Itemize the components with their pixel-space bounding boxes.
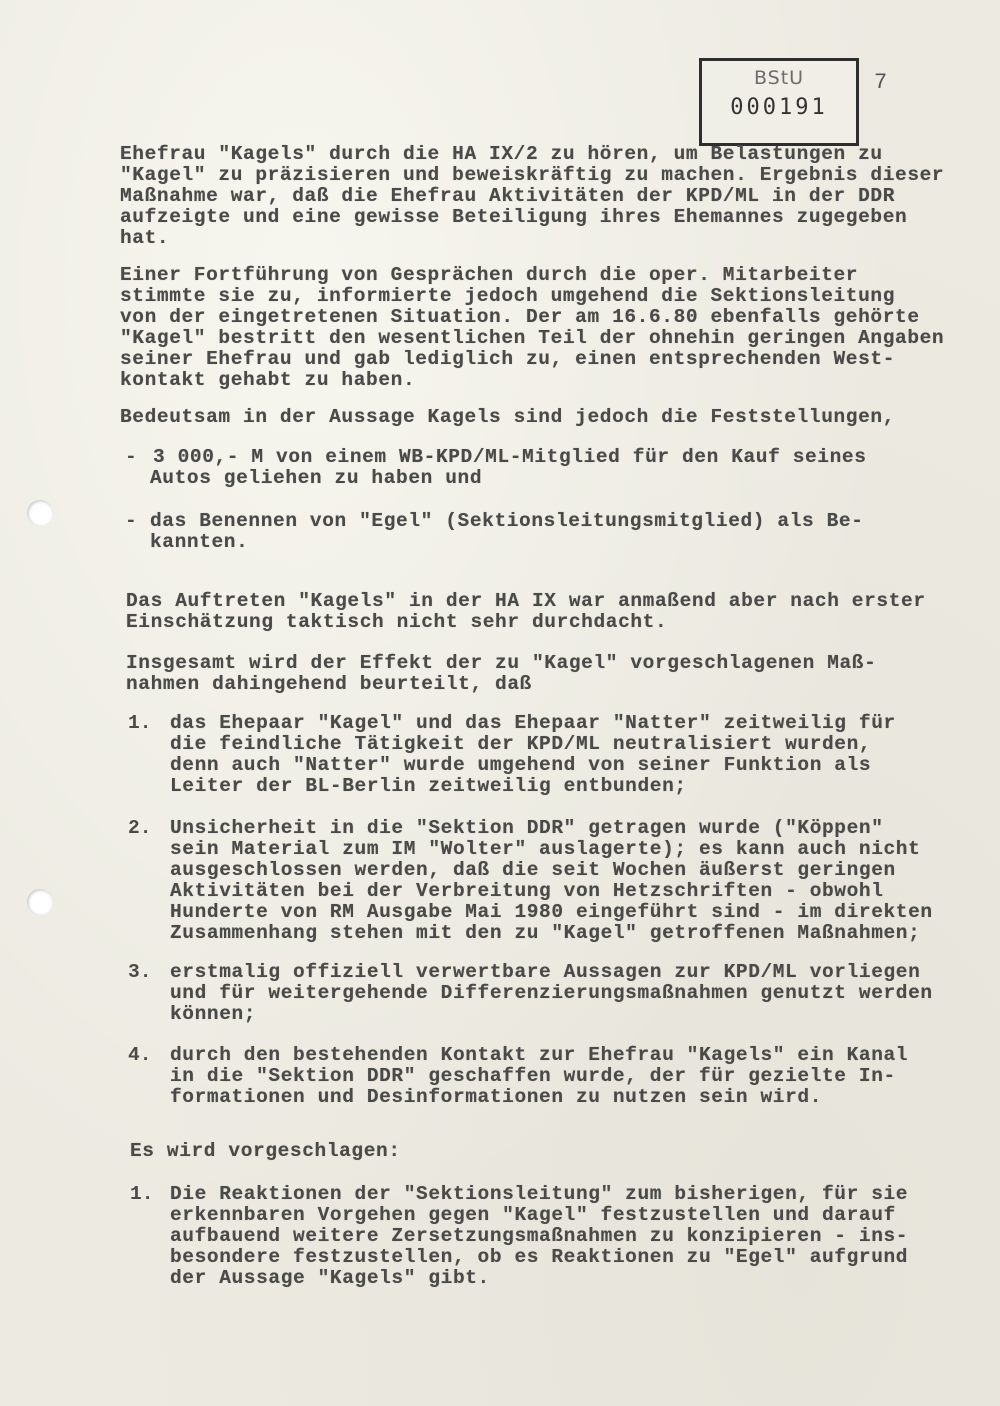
list-item-line: die feindliche Tätigkeit der KPD/ML neutralisiert wurden, bbox=[170, 733, 872, 755]
list-item-line: denn auch "Natter" wurde umgehend von seiner Funktion als bbox=[170, 754, 872, 776]
punch-hole-upper bbox=[27, 500, 53, 526]
list-item-line: formationen und Desinformationen zu nutzen sein wird. bbox=[170, 1086, 823, 1108]
list-item-line: können; bbox=[170, 1003, 257, 1025]
punch-hole-lower bbox=[27, 889, 53, 915]
list-item-line: durch den bestehenden Kontakt zur Ehefrau "Kagels" ein Kanal bbox=[170, 1044, 909, 1066]
page-number: 7 bbox=[874, 70, 888, 95]
list-number: 2. bbox=[128, 817, 152, 839]
proposal-line: erkennbaren Vorgehen gegen "Kagel" festzustellen und darauf bbox=[170, 1204, 896, 1226]
list-item-line: das Ehepaar "Kagel" und das Ehepaar "Natter" zeitweilig für bbox=[170, 712, 896, 734]
paragraph-line: Es wird vorgeschlagen: bbox=[130, 1140, 401, 1162]
list-item-line: ausgeschlossen werden, daß die seit Wochen äußerst geringen bbox=[170, 859, 896, 881]
paragraph-line: Ehefrau "Kagels" durch die HA IX/2 zu hören, um Belastungen zu bbox=[120, 143, 883, 165]
paragraph-line: hat. bbox=[120, 227, 170, 249]
stamp-number: 000191 bbox=[730, 95, 828, 120]
list-item-line: in die "Sektion DDR" geschaffen wurde, der für gezielte In- bbox=[170, 1065, 896, 1087]
dash-item-line: Autos geliehen zu haben und bbox=[150, 467, 483, 489]
stamp-agency: BStU bbox=[753, 67, 805, 89]
paragraph-line: Das Auftreten "Kagels" in der HA IX war anmaßend aber nach erster bbox=[126, 590, 926, 612]
paragraph-line: nahmen dahingehend beurteilt, daß bbox=[126, 673, 532, 695]
dash-marker: - bbox=[125, 510, 137, 532]
paragraph-line: kontakt gehabt zu haben. bbox=[120, 369, 416, 391]
list-number: 4. bbox=[128, 1044, 152, 1066]
list-item-line: Unsicherheit in die "Sektion DDR" getragen wurde ("Köppen" bbox=[170, 817, 884, 839]
proposal-line: der Aussage "Kagels" gibt. bbox=[170, 1267, 490, 1289]
proposal-line: Die Reaktionen der "Sektionsleitung" zum bisherigen, für sie bbox=[170, 1183, 909, 1205]
dash-item-line: 3 000,- M von einem WB-KPD/ML-Mitglied für den Kauf seines bbox=[153, 446, 867, 468]
paragraph-line: aufzeigte und eine gewisse Beteiligung ihres Ehemannes zugegeben bbox=[120, 206, 908, 228]
list-number: 1. bbox=[128, 712, 152, 734]
list-item-line: Aktivitäten bei der Verbreitung von Hetzschriften - obwohl bbox=[170, 880, 884, 902]
paragraph-line: Insgesamt wird der Effekt der zu "Kagel" vorgeschlagenen Maß- bbox=[126, 652, 877, 674]
archive-stamp bbox=[699, 58, 859, 146]
list-item-line: Hunderte von RM Ausgabe Mai 1980 eingeführt sind - im direkten bbox=[170, 901, 933, 923]
list-item-line: und für weitergehende Differenzierungsmaßnahmen genutzt werden bbox=[170, 982, 933, 1004]
paragraph-line: Einer Fortführung von Gesprächen durch die oper. Mitarbeiter bbox=[120, 264, 859, 286]
paragraph-line: seiner Ehefrau und gab lediglich zu, einen entsprechenden West- bbox=[120, 348, 896, 370]
list-item-line: sein Material zum IM "Wolter" auslagerte); es kann auch nicht bbox=[170, 838, 921, 860]
list-item-line: erstmalig offiziell verwertbare Aussagen zur KPD/ML vorliegen bbox=[170, 961, 921, 983]
proposal-line: aufbauend weitere Zersetzungsmaßnahmen zu konzipieren - ins- bbox=[170, 1225, 909, 1247]
dash-item-line: das Benennen von "Egel" (Sektionsleitungsmitglied) als Be- bbox=[150, 510, 864, 532]
paragraph-line: Bedeutsam in der Aussage Kagels sind jedoch die Feststellungen, bbox=[120, 406, 896, 428]
dash-marker: - bbox=[125, 446, 137, 468]
list-number: 3. bbox=[128, 961, 152, 983]
paragraph-line: Maßnahme war, daß die Ehefrau Aktivitäten der KPD/ML in der DDR bbox=[120, 185, 896, 207]
paragraph-line: "Kagel" bestritt den wesentlichen Teil der ohnehin geringen Angaben bbox=[120, 327, 945, 349]
list-item-line: Zusammenhang stehen mit den zu "Kagel" getroffenen Maßnahmen; bbox=[170, 922, 921, 944]
paragraph-line: "Kagel" zu präzisieren und beweiskräftig zu machen. Ergebnis dieser bbox=[120, 164, 945, 186]
paragraph-line: von der eingetretenen Situation. Der am 16.6.80 ebenfalls gehörte bbox=[120, 306, 920, 328]
proposal-line: besondere festzustellen, ob es Reaktionen zu "Egel" aufgrund bbox=[170, 1246, 909, 1268]
paragraph-line: stimmte sie zu, informierte jedoch umgehend die Sektionsleitung bbox=[120, 285, 896, 307]
list-number: 1. bbox=[130, 1183, 154, 1205]
paragraph-line: Einschätzung taktisch nicht sehr durchdacht. bbox=[126, 611, 668, 633]
dash-item-line: kannten. bbox=[150, 531, 249, 553]
list-item-line: Leiter der BL-Berlin zeitweilig entbunden; bbox=[170, 775, 687, 797]
